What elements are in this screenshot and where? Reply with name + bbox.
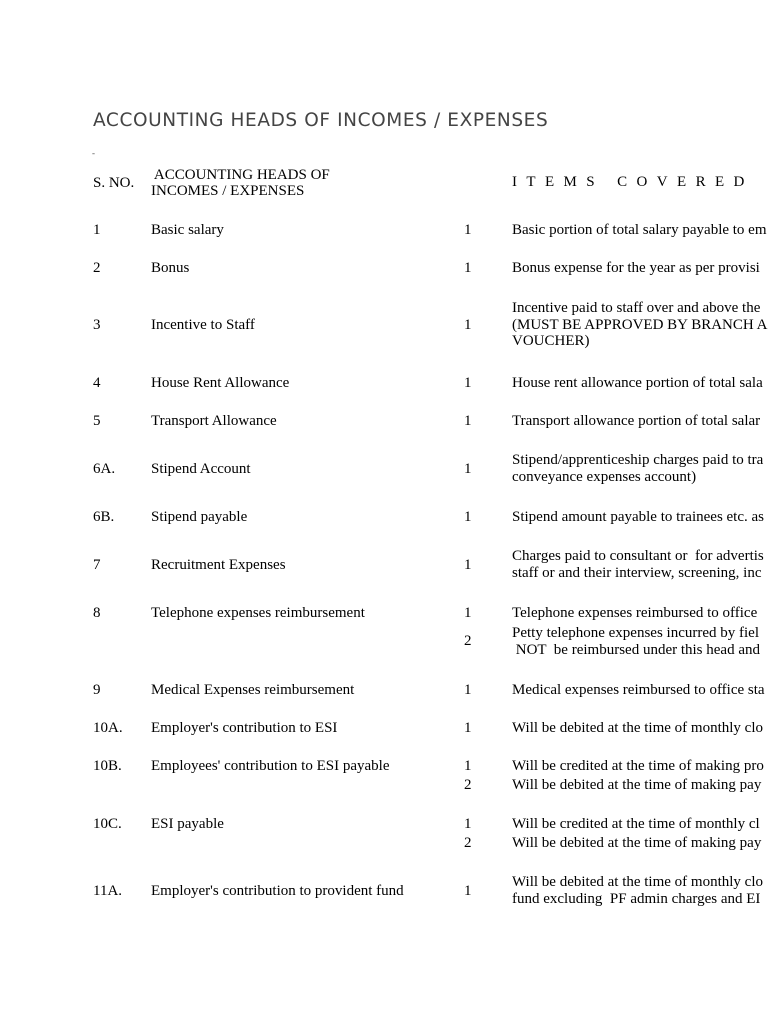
item-description: Basic portion of total salary payable to em <box>512 222 767 238</box>
row-accounting-head: Bonus <box>151 260 190 276</box>
item-number: 1 <box>464 413 472 429</box>
row-serial-number: 6B. <box>93 509 115 525</box>
row-accounting-head: Telephone expenses reimbursement <box>151 605 365 621</box>
row-serial-number: 10B. <box>93 758 122 774</box>
row-serial-number: 11A. <box>93 883 123 899</box>
row-serial-number: 5 <box>93 413 101 429</box>
item-number: 1 <box>464 260 472 276</box>
item-number: 1 <box>464 682 472 698</box>
item-number: 2 <box>464 633 472 649</box>
item-number: 1 <box>464 605 472 621</box>
item-description: Petty telephone expenses incurred by fiel NOT be reimbursed under this head and <box>512 625 760 658</box>
item-description: Stipend amount payable to trainees etc. as <box>512 509 765 525</box>
row-accounting-head: Stipend payable <box>151 509 248 525</box>
title-underline-mark: - <box>92 148 95 158</box>
item-number: 1 <box>464 758 472 774</box>
item-description: Will be credited at the time of making pro <box>512 758 764 774</box>
row-accounting-head: Medical Expenses reimbursement <box>151 682 355 698</box>
row-accounting-head: Transport Allowance <box>151 413 277 429</box>
item-number: 1 <box>464 816 472 832</box>
row-serial-number: 4 <box>93 375 101 391</box>
row-serial-number: 3 <box>93 317 101 333</box>
row-accounting-head: Employer's contribution to ESI <box>151 720 338 736</box>
row-accounting-head: Employer's contribution to provident fund <box>151 883 404 899</box>
row-accounting-head: ESI payable <box>151 816 224 832</box>
row-accounting-head: Employees' contribution to ESI payable <box>151 758 390 774</box>
item-description: Will be credited at the time of monthly cl <box>512 816 760 832</box>
item-number: 1 <box>464 222 472 238</box>
item-number: 1 <box>464 883 472 899</box>
item-number: 1 <box>464 557 472 573</box>
item-number: 1 <box>464 720 472 736</box>
item-description: Bonus expense for the year as per provisi <box>512 260 760 276</box>
column-header-accounting-heads: ACCOUNTING HEADS OF INCOMES / EXPENSES <box>151 167 330 199</box>
document-title: ACCOUNTING HEADS OF INCOMES / EXPENSES <box>93 110 549 131</box>
item-number: 2 <box>464 835 472 851</box>
item-description: Will be debited at the time of making pay <box>512 777 762 793</box>
item-number: 2 <box>464 777 472 793</box>
column-header-items-covered: ITEMS COVERED <box>512 174 754 190</box>
item-description: House rent allowance portion of total sala <box>512 375 763 391</box>
item-number: 1 <box>464 509 472 525</box>
column-header-sno: S. NO. <box>93 175 135 191</box>
item-number: 1 <box>464 317 472 333</box>
row-accounting-head: House Rent Allowance <box>151 375 290 391</box>
item-description: Medical expenses reimbursed to office sta <box>512 682 765 698</box>
row-serial-number: 9 <box>93 682 101 698</box>
row-accounting-head: Recruitment Expenses <box>151 557 286 573</box>
row-serial-number: 7 <box>93 557 101 573</box>
item-description: Telephone expenses reimbursed to office <box>512 605 758 621</box>
row-serial-number: 2 <box>93 260 101 276</box>
item-description: Will be debited at the time of monthly clo <box>512 720 764 736</box>
item-number: 1 <box>464 375 472 391</box>
item-description: Stipend/apprenticeship charges paid to tra conveyance expenses account) <box>512 452 764 485</box>
row-accounting-head: Basic salary <box>151 222 224 238</box>
row-serial-number: 6A. <box>93 461 116 477</box>
item-number: 1 <box>464 461 472 477</box>
row-accounting-head: Stipend Account <box>151 461 251 477</box>
item-description: Incentive paid to staff over and above the (MUST BE APPROVED BY BRANCH A VOUCHER) <box>512 300 768 349</box>
row-serial-number: 10A. <box>93 720 123 736</box>
item-description: Transport allowance portion of total salar <box>512 413 761 429</box>
row-accounting-head: Incentive to Staff <box>151 317 255 333</box>
row-serial-number: 10C. <box>93 816 122 832</box>
item-description: Will be debited at the time of monthly clo fund excluding PF admin charges and EI <box>512 874 764 907</box>
row-serial-number: 1 <box>93 222 101 238</box>
row-serial-number: 8 <box>93 605 101 621</box>
item-description: Will be debited at the time of making pay <box>512 835 762 851</box>
item-description: Charges paid to consultant or for advertis staff or and their interview, screening, inc <box>512 548 764 581</box>
